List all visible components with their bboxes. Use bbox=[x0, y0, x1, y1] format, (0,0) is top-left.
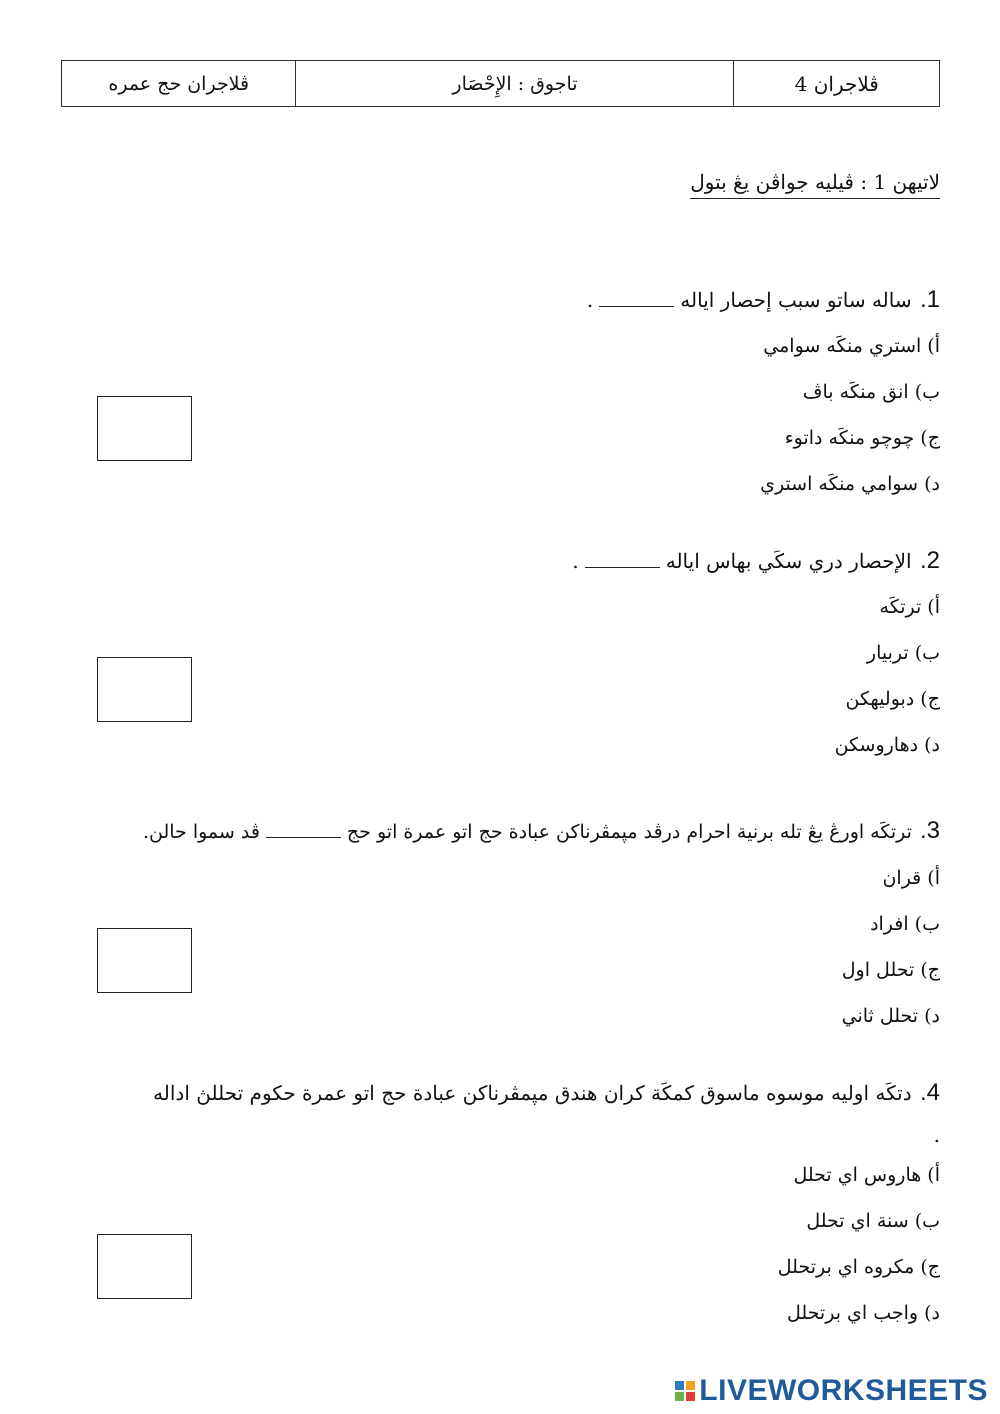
option-b: ب) سنة اي تحلل bbox=[806, 1210, 940, 1232]
option-b: ب) انق منكَه باڤ bbox=[802, 381, 940, 403]
option-d: د) واجب اي برتحلل bbox=[786, 1302, 940, 1324]
question-text-before: الإحصار دري سكَي بهاس اياله bbox=[665, 549, 912, 573]
answer-box-4[interactable] bbox=[97, 1234, 192, 1299]
question-blank bbox=[585, 549, 660, 568]
question-text bbox=[153, 1078, 940, 1108]
question-text-after: ڤد سموا حالن. bbox=[142, 821, 260, 843]
question-1 bbox=[587, 285, 940, 499]
question-text-continued bbox=[153, 1120, 940, 1150]
question-number: 4. bbox=[919, 1079, 940, 1106]
question-number: 3. bbox=[919, 817, 940, 844]
question-number: 2. bbox=[919, 547, 940, 574]
question-text-after: . bbox=[586, 288, 594, 312]
instruction-heading: لاتيهن 1 : ڤيليه جواڤن يڠ بتول bbox=[690, 170, 940, 199]
answer-box-1[interactable] bbox=[97, 396, 192, 461]
question-text-after: . bbox=[572, 549, 579, 573]
logo-square-1 bbox=[675, 1381, 684, 1390]
question-text-before: ساله ساتو سبب إحصار اياله bbox=[680, 288, 912, 312]
question-text-before: دتكَه اوليه موسوه ماسوق كمكَة كران هندق مپمڤرناكن عبادة حج اتو عمرة حكوم تحللڽ اداله bbox=[153, 1081, 912, 1105]
option-b: ب) تربيار bbox=[866, 642, 940, 664]
option-a: أ) هاروس اي تحلل bbox=[793, 1164, 940, 1186]
question-text bbox=[572, 546, 940, 576]
logo-text: LIVEWORKSHEETS bbox=[699, 1374, 988, 1407]
logo-square-4 bbox=[686, 1392, 695, 1401]
subject-label: ڤلاجران حج عمره bbox=[108, 72, 250, 95]
option-a: أ) قران bbox=[882, 867, 940, 889]
topic-label: تاجوق : الإِحْصَار bbox=[295, 61, 733, 106]
option-c: ج) چوچو منكَه داتوء bbox=[784, 427, 940, 449]
question-4 bbox=[153, 1078, 940, 1328]
option-a: أ) ترتكَه bbox=[879, 596, 940, 618]
logo-grid-icon bbox=[675, 1381, 695, 1401]
header-table bbox=[61, 60, 940, 107]
question-text-before: ترتكَه اورڠ يڠ تله برنية احرام درڤد مپمڤرناكن عبادة حج اتو عمرة اتو حج bbox=[346, 821, 912, 843]
logo-square-2 bbox=[686, 1381, 695, 1390]
option-c: ج) مكروه اي برتحلل bbox=[777, 1256, 940, 1278]
question-text bbox=[587, 285, 940, 315]
option-d: د) دهاروسكن bbox=[834, 734, 940, 756]
option-c: ج) تحلل اول bbox=[841, 959, 940, 981]
answer-box-3[interactable] bbox=[97, 928, 192, 993]
option-c: ج) دبوليهكن bbox=[845, 688, 940, 710]
option-b: ب) افراد bbox=[870, 913, 940, 935]
option-a: أ) استري منكَه سوامي bbox=[763, 335, 940, 357]
liveworksheets-logo bbox=[675, 1374, 988, 1408]
answer-box-2[interactable] bbox=[97, 657, 192, 722]
question-2 bbox=[572, 546, 940, 760]
question-3 bbox=[143, 816, 940, 1031]
option-d: د) تحلل ثاني bbox=[841, 1005, 940, 1027]
question-blank bbox=[266, 819, 341, 838]
question-blank bbox=[599, 288, 674, 307]
logo-square-3 bbox=[675, 1392, 684, 1401]
question-text bbox=[143, 816, 940, 847]
option-d: د) سوامي منكَه استري bbox=[760, 473, 940, 495]
question-text-after: . bbox=[933, 1123, 940, 1147]
question-number: 1. bbox=[919, 286, 940, 313]
class-label: ڤلاجران 4 bbox=[733, 61, 939, 106]
